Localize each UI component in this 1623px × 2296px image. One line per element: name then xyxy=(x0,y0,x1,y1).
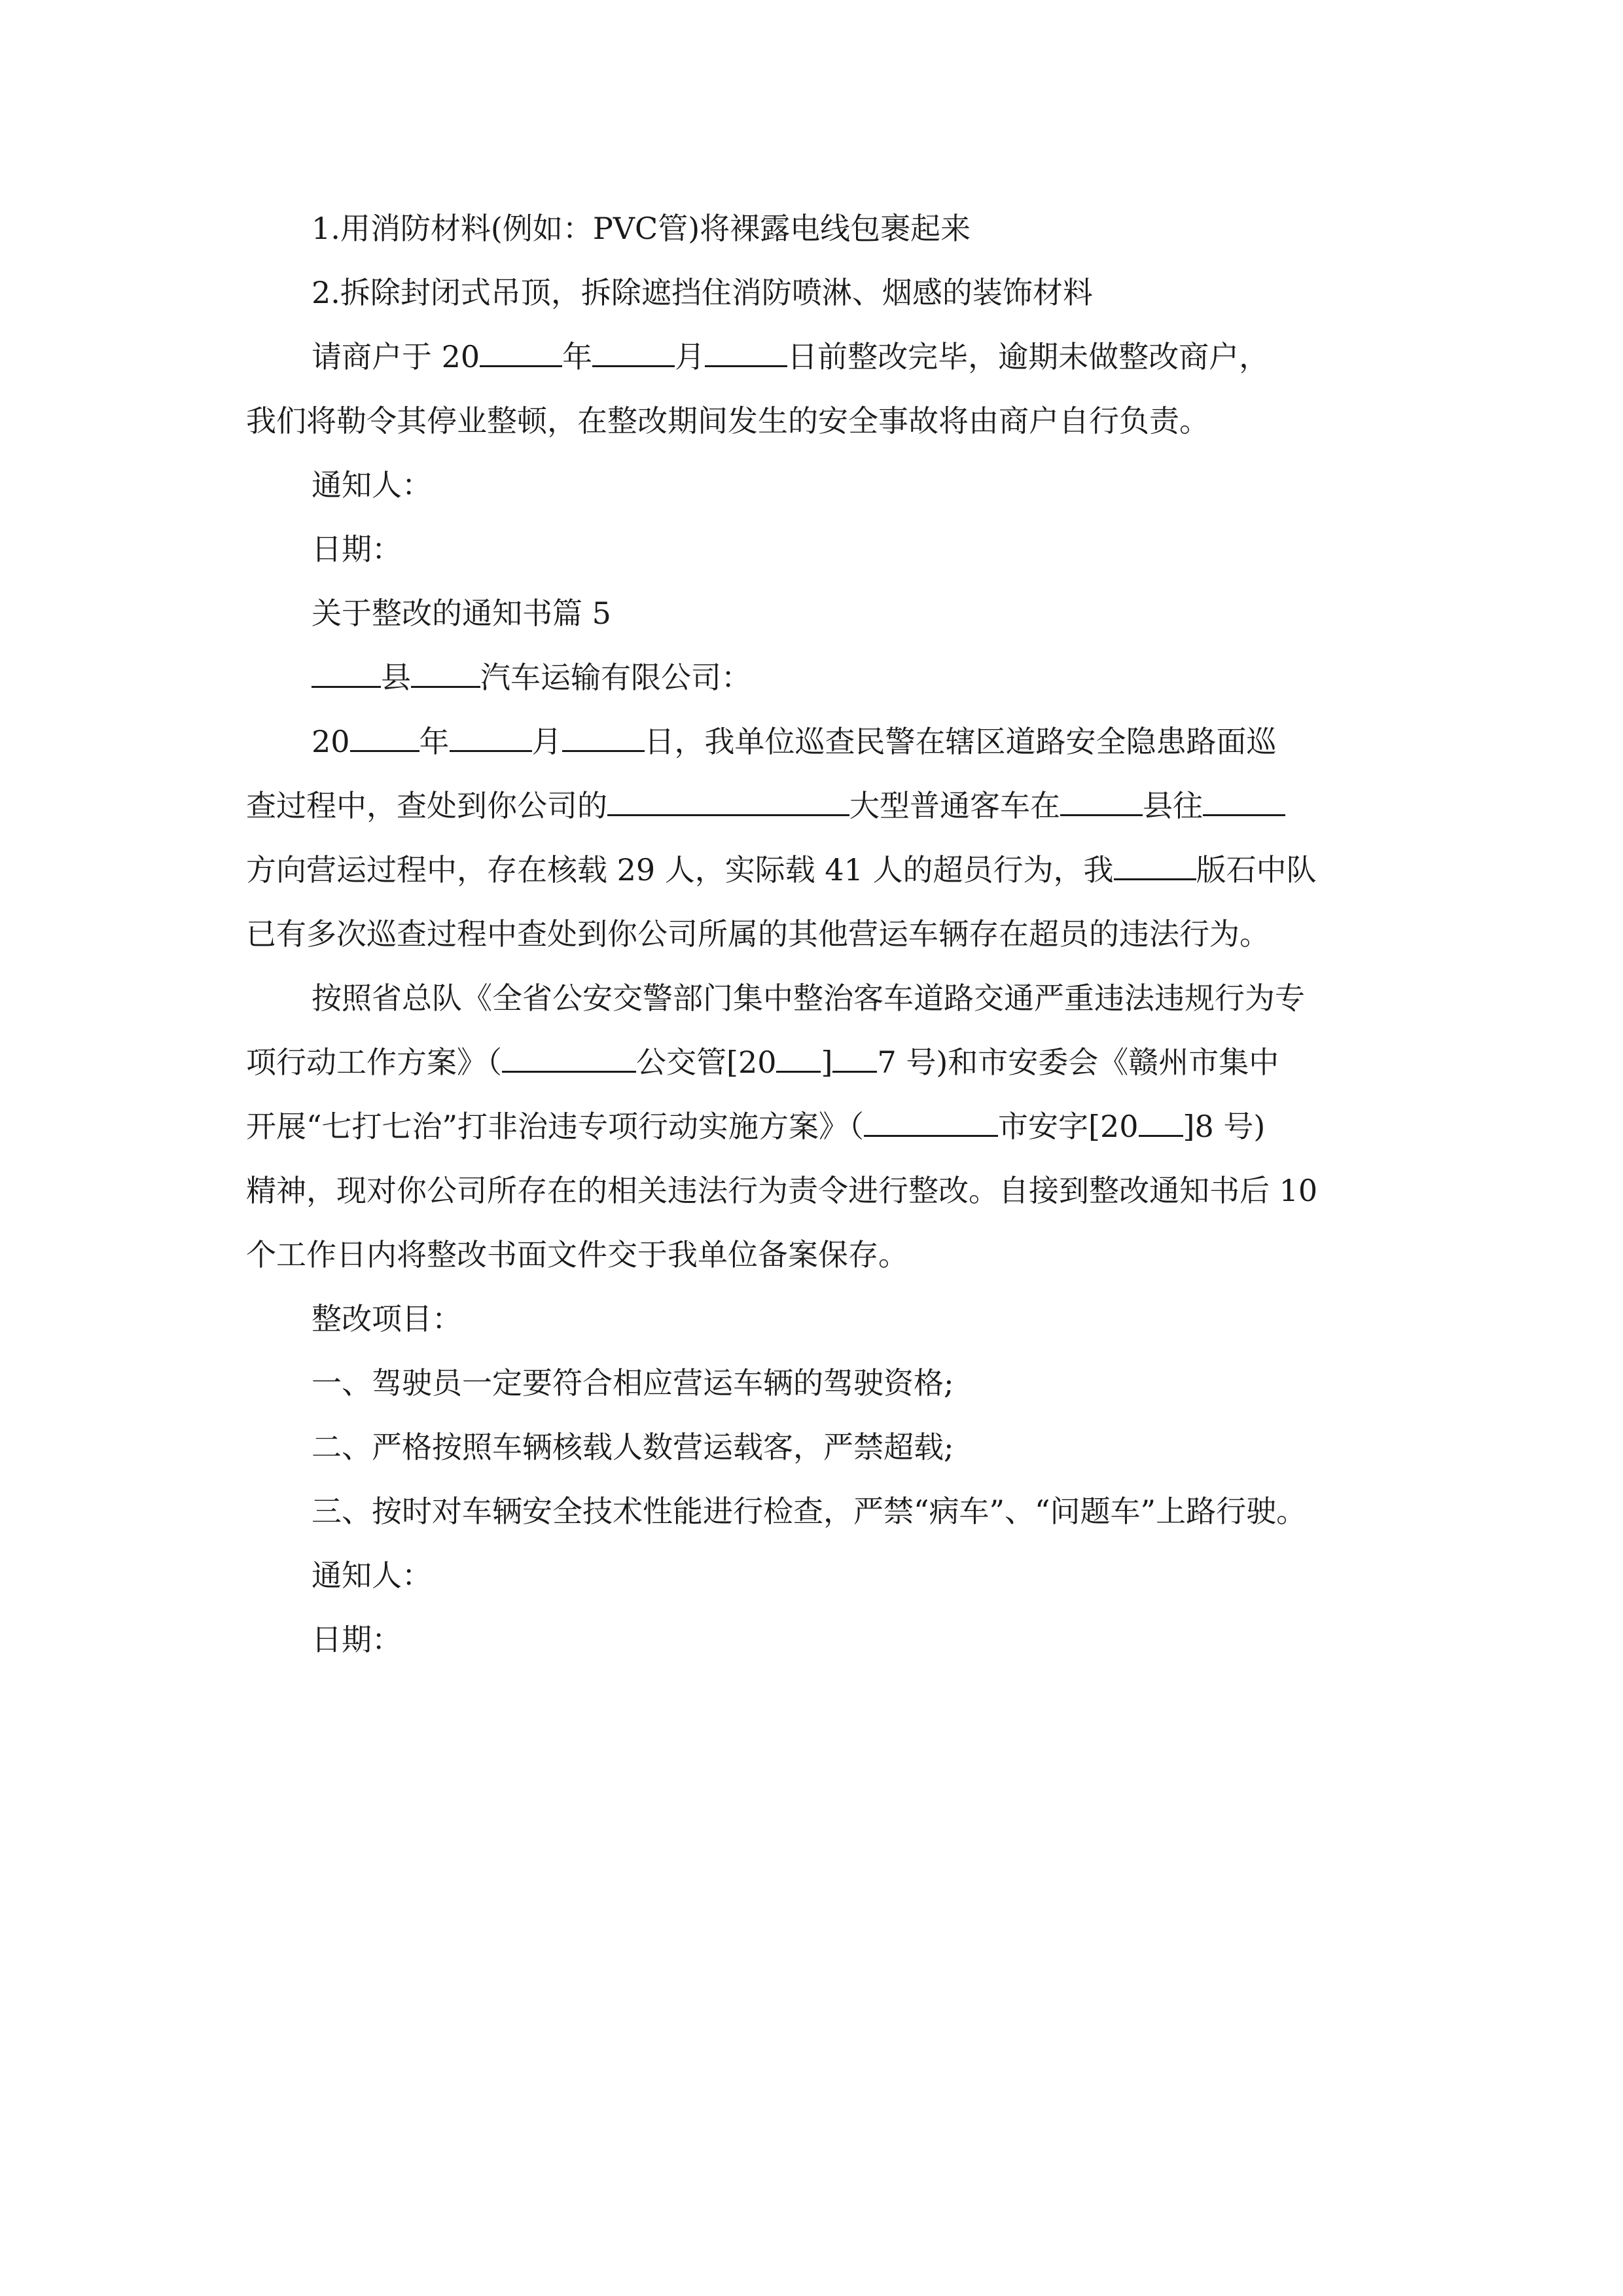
text-span: 县往 xyxy=(1143,788,1203,823)
paragraph-deadline xyxy=(246,325,1385,389)
text-span: 20 xyxy=(312,724,350,759)
blank-unit xyxy=(1114,852,1196,880)
text-span: 请商户于 20 xyxy=(312,339,480,374)
blank-doc-year xyxy=(776,1045,821,1073)
blank-day xyxy=(562,724,645,752)
paragraph-basis-l4: 精神，现对你公司所存在的相关违法行为责令进行整改。自接到整改通知书后 10 xyxy=(246,1173,1318,1208)
text-span: 汽车运输有限公司： xyxy=(480,660,751,695)
items-title: 整改项目： xyxy=(312,1301,462,1336)
blank-doc-prefix xyxy=(864,1109,998,1137)
text-span: 月 xyxy=(531,724,562,759)
paragraph-incident-l2 xyxy=(246,774,1385,838)
paragraph-deadline-cont: 我们将勒令其停业整顿，在整改期间发生的安全事故将由商户自行负责。 xyxy=(246,403,1209,439)
blank-year xyxy=(350,724,419,752)
blank-year xyxy=(480,339,562,367)
notifier-label: 通知人： xyxy=(312,1558,432,1593)
paragraph-basis-l5: 个工作日内将整改书面文件交于我单位备案保存。 xyxy=(246,1237,908,1272)
text-span: 日，我单位巡查民警在辖区道路安全隐患路面巡 xyxy=(644,724,1277,759)
blank-doc-num xyxy=(832,1045,877,1073)
paragraph-incident-l1 xyxy=(246,709,1385,774)
text-span: 方向营运过程中，存在核载 29 人，实际载 41 人的超员行为，我 xyxy=(246,852,1114,888)
blank-day xyxy=(705,339,787,367)
text-span: 项行动工作方案》（ xyxy=(246,1045,502,1080)
blank-plate xyxy=(607,788,849,816)
notifier-label: 通知人： xyxy=(312,467,432,503)
blank-company xyxy=(411,660,480,688)
blank-month xyxy=(450,724,532,752)
document-body xyxy=(246,196,1385,1672)
blank-direction xyxy=(1203,788,1285,816)
text-span: 版石中队 xyxy=(1196,852,1317,888)
date-label: 日期： xyxy=(312,1622,402,1657)
blank-county xyxy=(312,660,381,688)
text-span: 月 xyxy=(675,339,705,374)
text-span: 市安字[20 xyxy=(998,1109,1139,1144)
blank-county xyxy=(1060,788,1143,816)
text-span: 日前整改完毕，逾期未做整改商户， xyxy=(787,339,1270,374)
text-span: 年 xyxy=(419,724,450,759)
list-item: 二、严格按照车辆核载人数营运载客，严禁超载; xyxy=(312,1429,954,1465)
text-span: 开展“七打七治”打非治违专项行动实施方案》（ xyxy=(246,1109,865,1144)
paragraph-item-1: 1.用消防材料(例如：PVC管)将裸露电线包裹起来 xyxy=(312,211,971,246)
blank-doc-prefix xyxy=(502,1045,636,1073)
blank-month xyxy=(592,339,675,367)
text-span: 大型普通客车在 xyxy=(849,788,1060,823)
text-span: ] xyxy=(821,1045,833,1080)
paragraph-incident-l4: 已有多次巡查过程中查处到你公司所属的其他营运车辆存在超员的违法行为。 xyxy=(246,916,1270,952)
addressee-line xyxy=(246,645,1385,709)
paragraph-basis-l1: 按照省总队《全省公安交警部门集中整治客车道路交通严重违法违规行为专 xyxy=(312,980,1305,1016)
text-span: 7 号)和市安委会《赣州市集中 xyxy=(877,1045,1279,1080)
paragraph-basis-l2 xyxy=(246,1030,1385,1094)
text-span: 查过程中，查处到你公司的 xyxy=(246,788,607,823)
date-label: 日期： xyxy=(312,531,402,567)
paragraph-item-2: 2.拆除封闭式吊顶，拆除遮挡住消防喷淋、烟感的装饰材料 xyxy=(312,275,1093,310)
text-span: 公交管[20 xyxy=(636,1045,777,1080)
text-span: 年 xyxy=(562,339,593,374)
text-span: ]8 号) xyxy=(1183,1109,1266,1144)
blank-doc-year xyxy=(1139,1109,1183,1137)
section-title: 关于整改的通知书篇 5 xyxy=(312,596,611,631)
paragraph-incident-l3 xyxy=(246,838,1385,902)
text-span: 县 xyxy=(381,660,411,695)
paragraph-basis-l3 xyxy=(246,1094,1385,1158)
list-item: 三、按时对车辆安全技术性能进行检查，严禁“病车”、“问题车”上路行驶。 xyxy=(312,1494,1307,1529)
list-item: 一、驾驶员一定要符合相应营运车辆的驾驶资格; xyxy=(312,1365,954,1401)
